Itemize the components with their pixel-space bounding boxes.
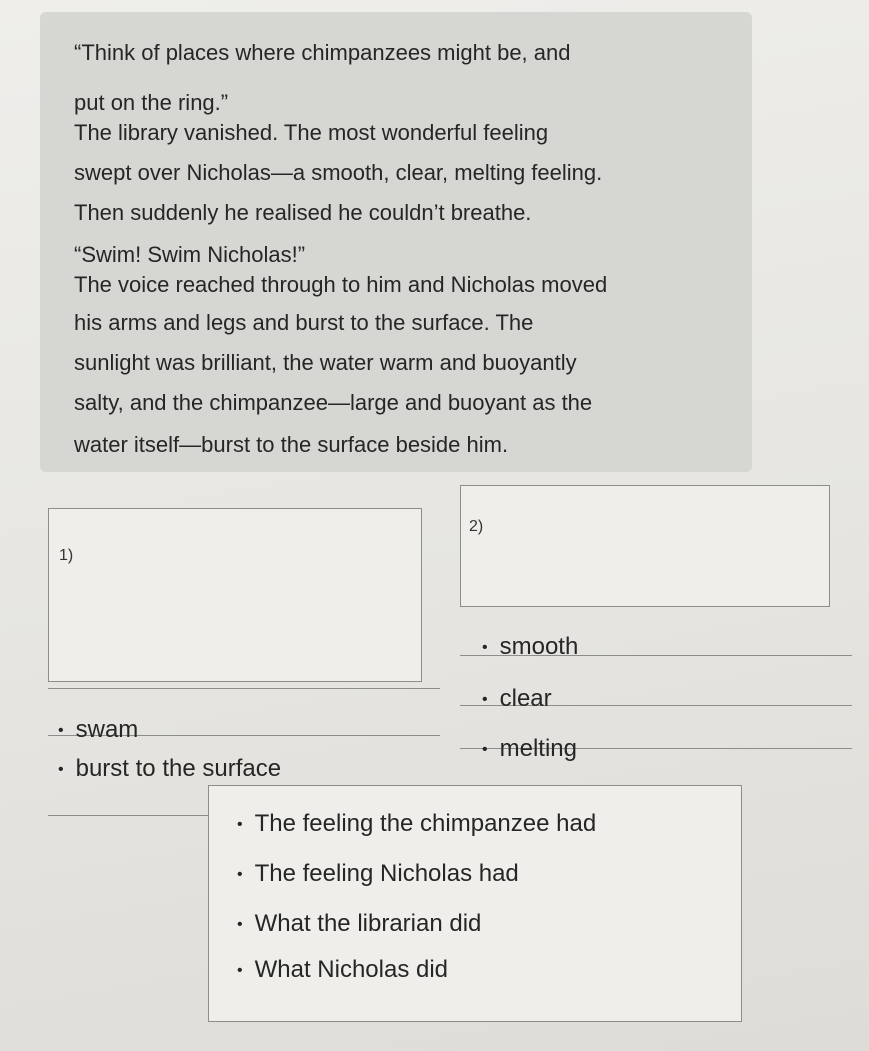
bullet: • [237,815,243,833]
passage-line: swept over Nicholas—a smooth, clear, melting feeling. [74,160,603,185]
item-text: smooth [499,633,579,660]
option-text: What Nicholas did [254,956,449,983]
bullet: • [237,915,243,933]
item-text: swam [75,716,139,743]
list-item [482,685,552,713]
box-number: 1) [59,547,74,564]
passage-line: sunlight was brilliant, the water warm and buoyantly [74,350,577,375]
bullet: • [482,740,488,758]
passage-line: water itself—burst to the surface beside him. [74,432,509,457]
answer-box-2[interactable] [460,485,830,607]
passage-line: “Think of places where chimpanzees might be, and [74,40,571,65]
option-text: The feeling the chimpanzee had [254,810,597,837]
box-number: 2) [469,518,484,535]
bullet: • [58,760,64,778]
bullet: • [58,721,64,739]
row-divider [48,688,440,689]
option-item [237,910,481,938]
item-text: melting [499,735,577,762]
bullet: • [237,865,243,883]
passage-line: his arms and legs and burst to the surface. The [74,310,534,335]
item-text: clear [499,685,552,712]
option-text: The feeling Nicholas had [254,860,519,887]
passage-line: “Swim! Swim Nicholas!” [74,242,306,267]
passage-line: Then suddenly he realised he couldn’t breathe. [74,200,532,225]
bullet: • [482,638,488,656]
option-item [237,810,596,838]
passage-line: salty, and the chimpanzee—large and buoyant as the [74,390,593,415]
list-item [482,633,578,661]
passage-line: put on the ring.” [74,90,229,115]
list-item [482,735,577,763]
option-item [237,860,519,888]
passage-line: The library vanished. The most wonderful feeling [74,120,549,145]
option-text: What the librarian did [254,910,482,937]
bullet: • [482,690,488,708]
bullet: • [237,961,243,979]
passage-line: The voice reached through to him and Nicholas moved [74,272,608,297]
list-item [58,755,281,783]
item-text: burst to the surface [75,755,282,782]
answer-box-1[interactable] [48,508,422,682]
options-box [208,785,742,1022]
option-item [237,956,448,984]
story-passage [40,12,752,472]
list-item [58,716,138,744]
